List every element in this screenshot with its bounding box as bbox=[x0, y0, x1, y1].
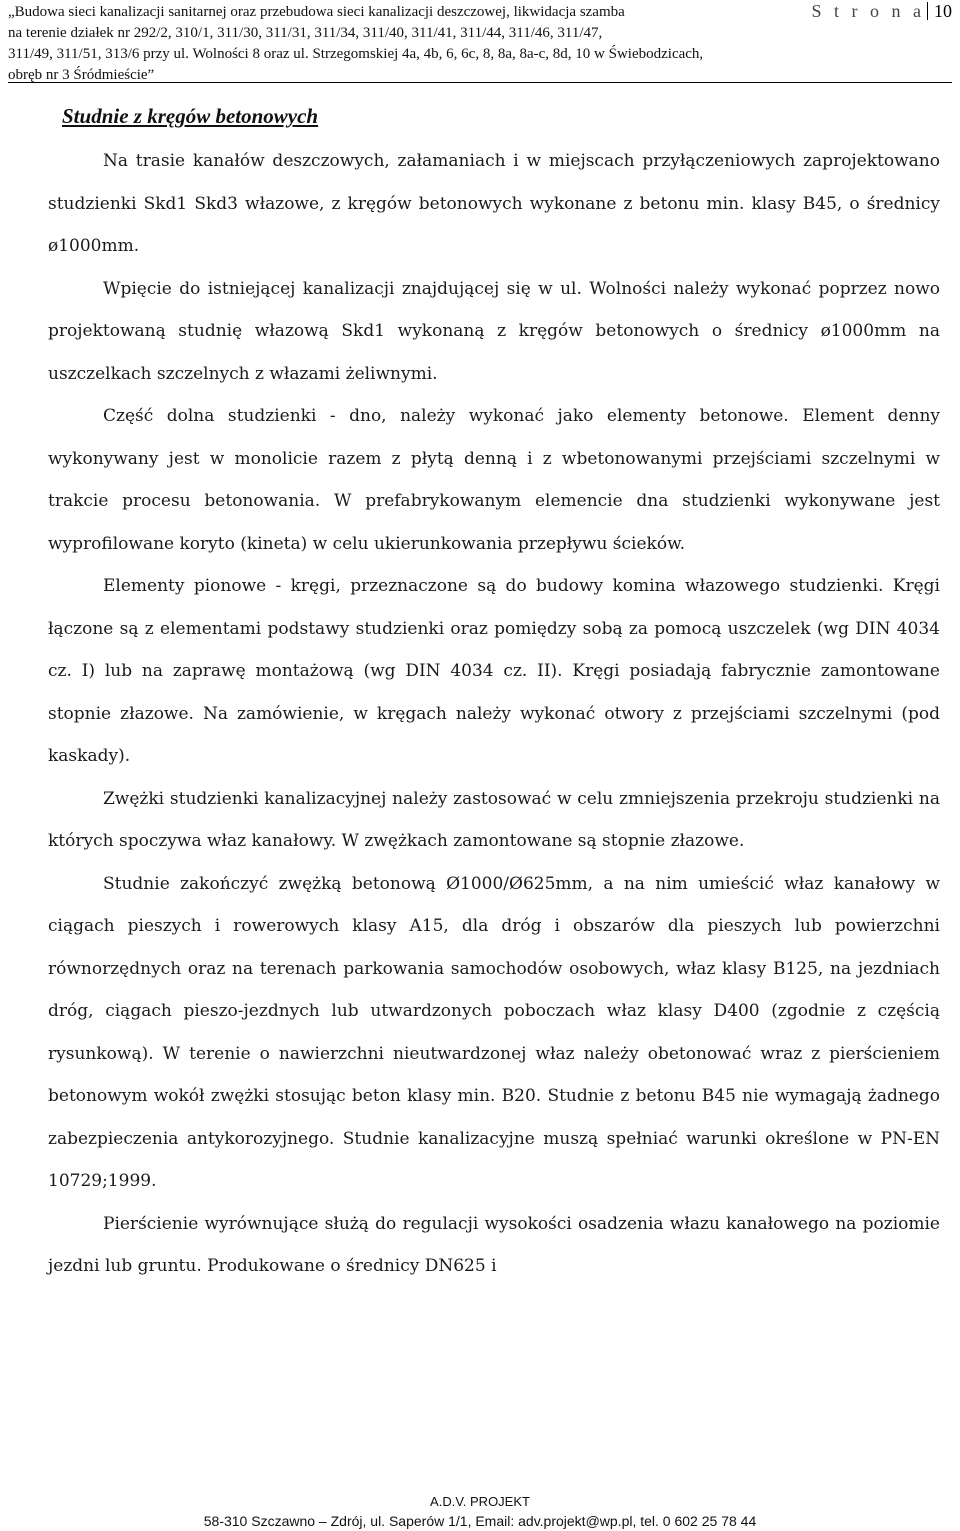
document-body bbox=[48, 140, 940, 1288]
footer-company: A.D.V. PROJEKT bbox=[430, 1494, 530, 1509]
page-footer bbox=[0, 1494, 960, 1531]
page-header bbox=[8, 0, 952, 83]
paragraph: Pierścienie wyrównujące służą do regulacji wysokości osadzenia włazu kanałowego na poziomie jezdni lub gruntu. Produkowane o średnicy DN625 i bbox=[48, 1213, 940, 1276]
header-line: 311/49, 311/51, 313/6 przy ul. Wolności 8 oraz ul. Strzegomskiej 4a, 4b, 6, 6c, 8, 8a, 8a-c, 8d, 10 w Świebodzicach, bbox=[8, 46, 704, 62]
paragraph: Studnie zakończyć zwężką betonową Ø1000/Ø625mm, a na nim umieścić właz kanałowy w ciągach pieszych i rowerowych klasy A15, dla dróg i obszarów dla pieszych lub powierzchni równorzędnych oraz na terenach parkowania samochodów osobowych, właz klasy B125, na jezdniach dróg, ciągach pieszo-jezdnych lub utwardzonych poboczach właz klasy D400 (zgodnie z częścią rysunkową). W terenie o nawierzchni nieutwardzonej właz należy obetonować wraz z pierścieniem betonowym wokół zwężki stosując beton klasy min. B20. Studnie z betonu B45 nie wymagają żadnego zabezpieczenia antykorozyjnego. Studnie kanalizacyjne muszą spełniać warunki określone w PN-EN 10729;1999. bbox=[48, 873, 940, 1191]
page-number-value: 10 bbox=[934, 1, 952, 21]
section-title: Studnie z kręgów betonowych bbox=[62, 104, 319, 128]
page-number bbox=[812, 0, 953, 22]
header-line: obręb nr 3 Śródmieście” bbox=[8, 67, 155, 83]
header-line: na terenie działek nr 292/2, 310/1, 311/30, 311/31, 311/34, 311/40, 311/41, 311/44, 311/46, 311/47, bbox=[8, 25, 603, 41]
paragraph: Część dolna studzienki - dno, należy wykonać jako elementy betonowe. Element denny wykonywany jest w monolicie razem z płytą denną i z wbetonowanymi przejściami szczelnymi w trakcie procesu betonowania. W prefabrykowanym elemencie dna studzienki wykonywane jest wyprofilowane koryto (kineta) w celu ukierunkowania przepływu ścieków. bbox=[48, 406, 940, 554]
paragraph: Na trasie kanałów deszczowych, załamaniach i w miejscach przyłączeniowych zaprojektowano studzienki Skd1 Skd3 włazowe, z kręgów betonowych wykonane z betonu min. klasy B45, o średnicy ø1000mm. bbox=[48, 151, 940, 256]
page-label: S t r o n a bbox=[811, 1, 925, 21]
paragraph: Elementy pionowe - kręgi, przeznaczone są do budowy komina włazowego studzienki. Kręgi łączone są z elementami podstawy studzienki oraz pomiędzy sobą za pomocą uszczelek (wg DIN 4034 cz. I) lub na zaprawę montażową (wg DIN 4034 cz. II). Kręgi posiadają fabrycznie zamontowane stopnie złazowe. Na zamówienie, w kręgach należy wykonać otwory z przejściami szczelnymi (pod kaskady). bbox=[48, 576, 940, 766]
paragraph: Wpięcie do istniejącej kanalizacji znajdującej się w ul. Wolności należy wykonać poprzez nowo projektowaną studnię włazową Skd1 wykonaną z kręgów betonowych o średnicy ø1000mm na uszczelkach szczelnych z włazami żeliwnymi. bbox=[48, 278, 940, 384]
paragraph: Zwężki studzienki kanalizacyjnej należy zastosować w celu zmniejszenia przekroju studzienki na których spoczywa właz kanałowy. W zwężkach zamontowane są stopnie złazowe. bbox=[48, 788, 940, 851]
header-line: „Budowa sieci kanalizacji sanitarnej oraz przebudowa sieci kanalizacji deszczowej, likwidacja szamba bbox=[8, 4, 625, 20]
document-title bbox=[8, 2, 828, 86]
page-separator bbox=[927, 2, 928, 20]
footer-address: 58-310 Szczawno – Zdrój, ul. Saperów 1/1, Email: adv.projekt@wp.pl, tel. 0 602 25 78 44 bbox=[203, 1513, 757, 1529]
